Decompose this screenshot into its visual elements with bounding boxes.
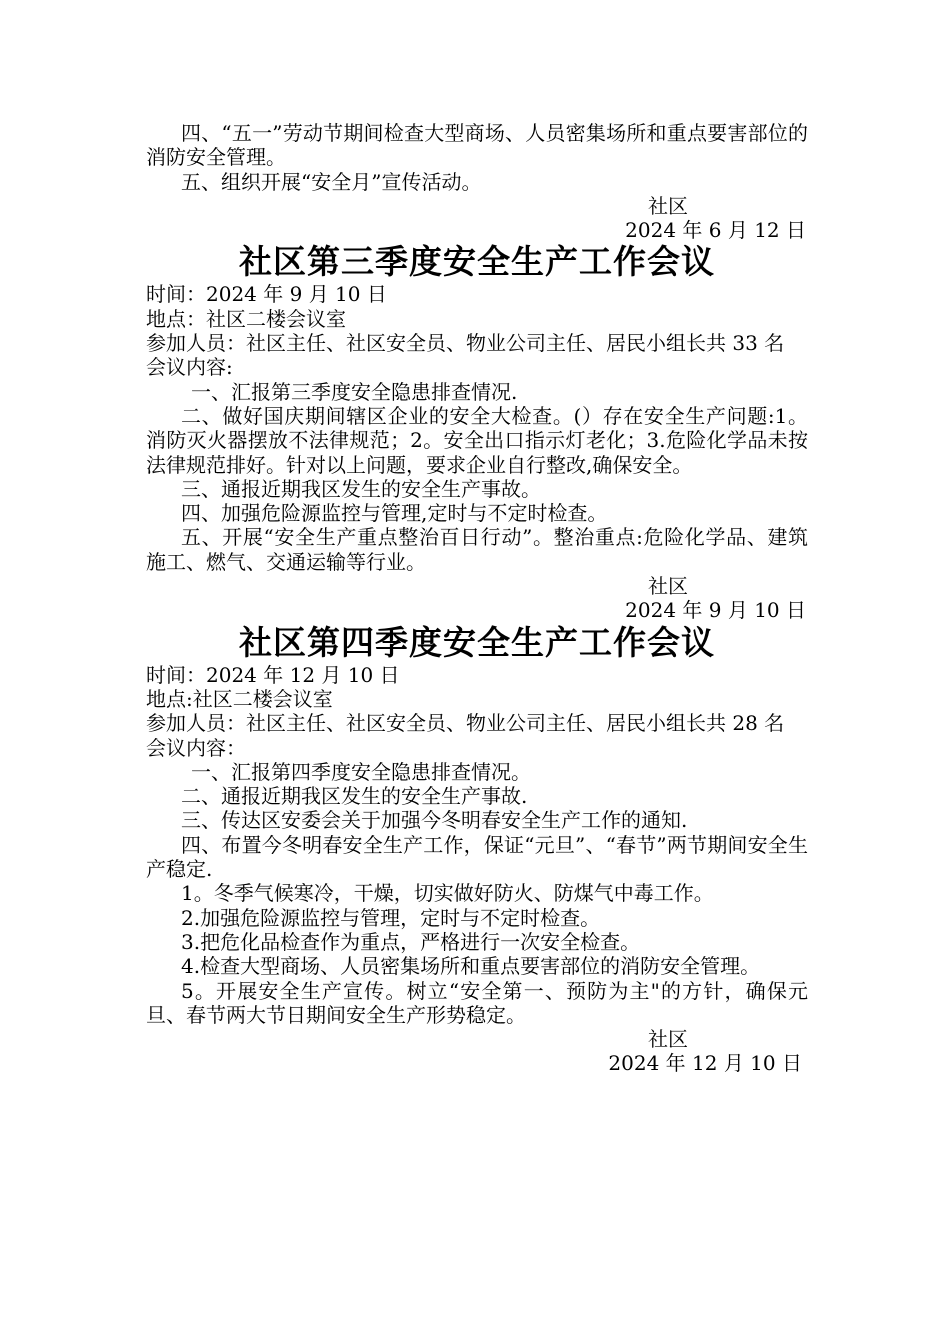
q4-section <box>146 623 808 1076</box>
section-title: 社区第四季度安全生产工作会议 <box>239 622 715 662</box>
agenda-item: 一、汇报第三季度安全隐患排查情况. <box>191 379 518 404</box>
document-page <box>146 121 808 1076</box>
agenda-item: 二、做好国庆期间辖区企业的安全大检查。(）存在安全生产问题:1。消防灭火器摆放不法律规范；2。安全出口指示灯老化；3.危险化学品未按法律规范排好。针对以上问题，要求企业自行整改,确保安全。 <box>146 403 808 477</box>
agenda-subitem: 1。冬季气候寒冷，干燥，切实做好防火、防煤气中毒工作。 <box>181 881 714 906</box>
q3-section <box>146 242 808 622</box>
agenda-subitem: 5。开展安全生产宣传。树立“安全第一、预防为主"的方针，确保元旦、春节两大节日期间安全生产形势稳定。 <box>146 978 808 1027</box>
signature-date: 2024 年 6 月 12 日 <box>625 218 806 243</box>
intro-item: 四、“五一”劳动节期间检查大型商场、人员密集场所和重点要害部位的消防安全管理。 <box>146 121 808 170</box>
signature-date: 2024 年 12 月 10 日 <box>608 1051 802 1076</box>
meeting-time: 时间：2024 年 9 月 10 日 <box>146 282 387 307</box>
agenda-item: 二、通报近期我区发生的安全生产事故. <box>181 784 528 809</box>
agenda-subitem: 3.把危化品检查作为重点，严格进行一次安全检查。 <box>181 929 641 954</box>
content-label: 会议内容: <box>146 355 233 380</box>
section-title: 社区第三季度安全生产工作会议 <box>239 242 715 282</box>
agenda-item: 五、开展“安全生产重点整治百日行动”。整治重点:危险化学品、建筑施工、燃气、交通运输等行业。 <box>146 525 808 574</box>
agenda-item: 三、通报近期我区发生的安全生产事故。 <box>181 476 541 501</box>
agenda-item: 四、加强危险源监控与管理,定时与不定时检查。 <box>181 501 608 526</box>
signature-date: 2024 年 9 月 10 日 <box>625 598 806 623</box>
agenda-item: 四、布置今冬明春安全生产工作，保证“元旦”、“春节”两节期间安全生产稳定. <box>146 832 808 882</box>
agenda-item: 一、汇报第四季度安全隐患排查情况。 <box>191 759 531 784</box>
meeting-place: 地点:社区二楼会议室 <box>146 686 333 711</box>
content-label: 会议内容： <box>146 735 246 760</box>
signature-org: 社区 <box>648 193 688 218</box>
meeting-time: 时间：2024 年 12 月 10 日 <box>146 662 400 687</box>
intro-item: 五、组织开展“安全月”宣传活动。 <box>181 169 482 194</box>
agenda-subitem: 2.加强危险源监控与管理，定时与不定时检查。 <box>181 905 601 930</box>
meeting-attendees: 参加人员：社区主任、社区安全员、物业公司主任、居民小组长共 28 名 <box>146 711 785 736</box>
meeting-attendees: 参加人员：社区主任、社区安全员、物业公司主任、居民小组长共 33 名 <box>146 331 785 356</box>
signature-org: 社区 <box>648 574 688 599</box>
signature-org: 社区 <box>648 1027 688 1052</box>
agenda-subitem: 4.检查大型商场、人员密集场所和重点要害部位的消防安全管理。 <box>181 954 761 979</box>
agenda-item: 三、传达区安委会关于加强今冬明春安全生产工作的通知. <box>181 808 688 833</box>
meeting-place: 地点：社区二楼会议室 <box>146 306 346 331</box>
intro-section <box>146 121 808 242</box>
